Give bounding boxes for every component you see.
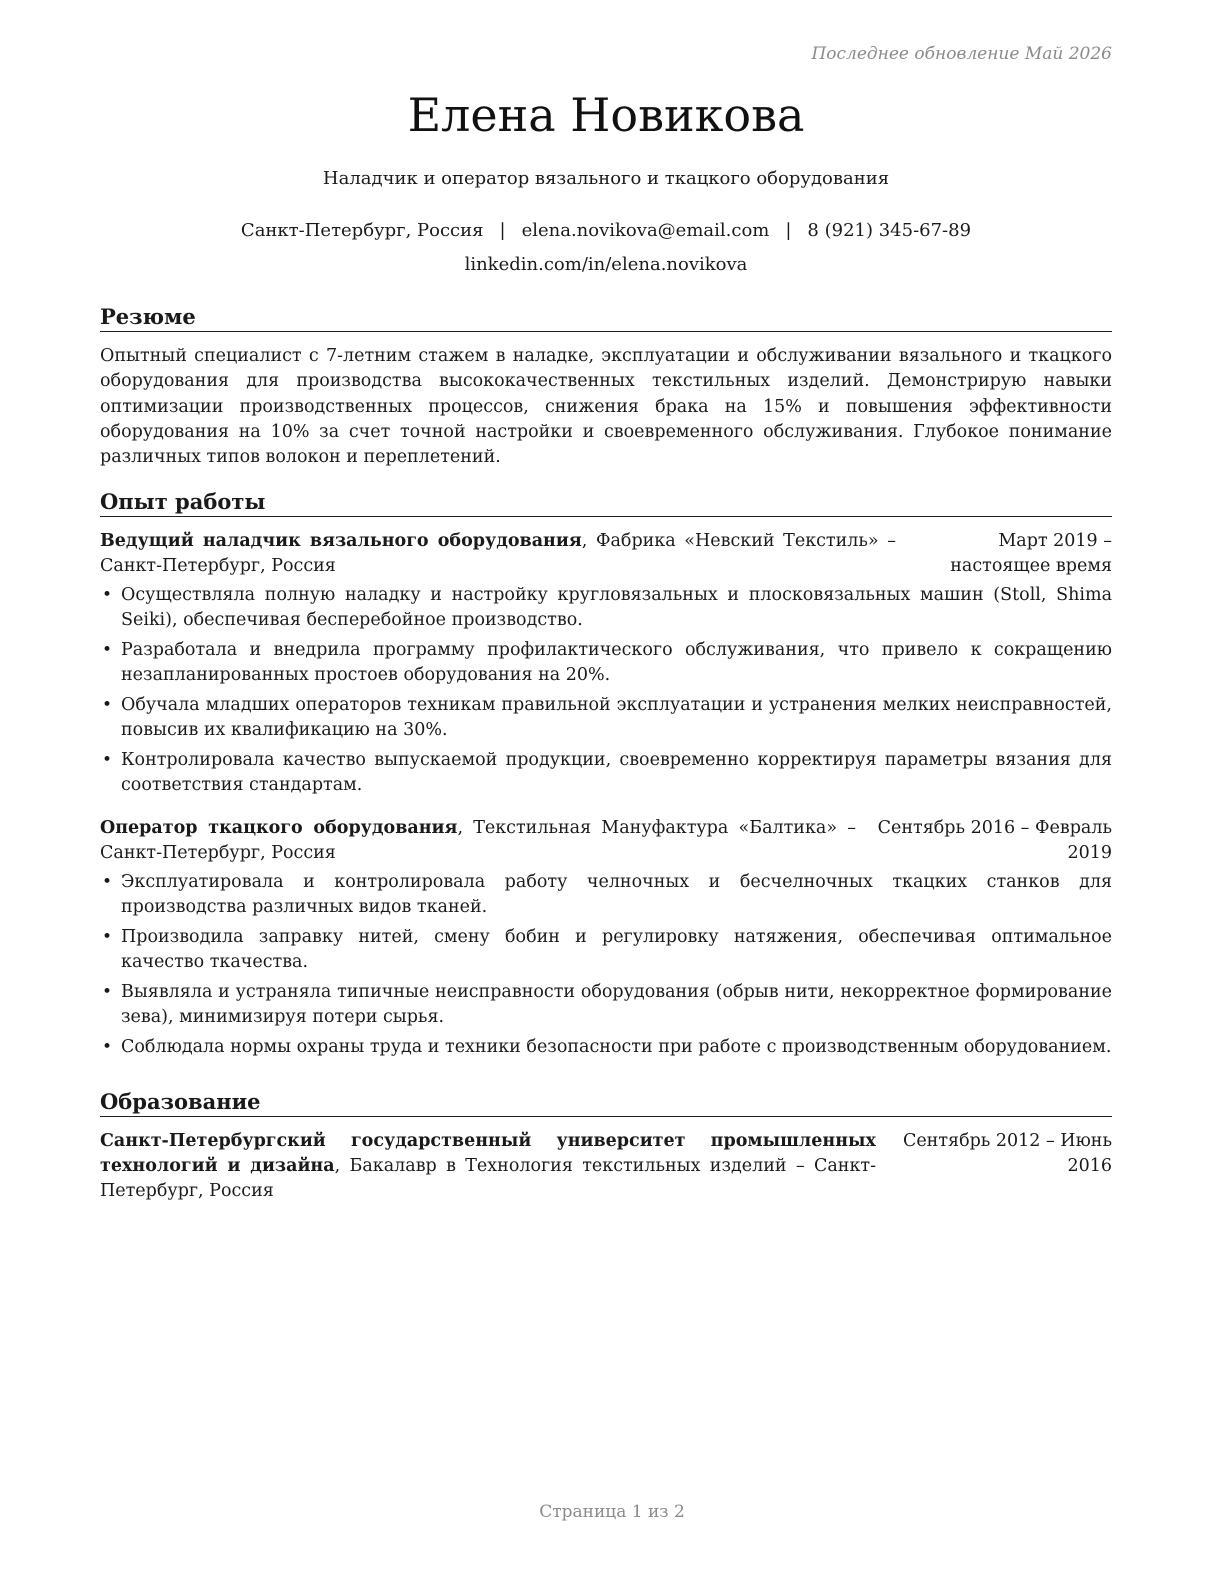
summary-section: [100, 304, 1112, 470]
bullet-item: • Соблюдала нормы охраны труда и техники безопасности при работе с производственным оборудованием.: [100, 1035, 1112, 1060]
job-bullets: [100, 583, 1112, 798]
job-bullets: [100, 870, 1112, 1060]
job-org: , Фабрика «Невский Текстиль» – Санкт-Петербург, Россия: [100, 531, 897, 576]
job-org: , Текстильная Мануфактура «Балтика» – Санкт-Петербург, Россия: [100, 818, 856, 863]
education-section: [100, 1089, 1112, 1204]
location: Санкт-Петербург, Россия: [240, 220, 484, 241]
email-link[interactable]: elena.novikova@email.com: [521, 220, 770, 241]
candidate-title: Наладчик и оператор вязального и ткацкого оборудования: [322, 168, 890, 189]
experience-section: [100, 489, 1112, 1065]
candidate-name: Елена Новикова: [407, 88, 805, 142]
job-header: [100, 816, 1112, 866]
job-dates: Март 2019 – настоящее время: [950, 531, 1112, 576]
section-title-education: Образование: [100, 1089, 1112, 1117]
bullet-item: • Обучала младших операторов техникам правильной эксплуатации и устранения мелких неисправностей, повысив их квалификацию на 30%.: [102, 695, 1112, 740]
resume-page: [100, 0, 1112, 1584]
job-entry: [100, 816, 1112, 1060]
bullet-icon: •: [102, 640, 113, 660]
page-number: Страница 1 из 2: [539, 1502, 685, 1522]
bullet-item: • Контролировала качество выпускаемой продукции, своевременно корректируя параметры вязания для соответствия стандартам.: [102, 750, 1112, 795]
job-dates: Сентябрь 2016 – Февраль 2019: [877, 818, 1112, 863]
job-position: Оператор ткацкого оборудования: [100, 818, 458, 838]
bullet-item: • Производила заправку нитей, смену бобин и регулировку натяжения, обеспечивая оптимальное качество ткачества.: [102, 927, 1112, 972]
section-title-summary: Резюме: [100, 304, 1112, 332]
education-entry: [100, 1129, 1112, 1204]
bullet-icon: •: [102, 927, 113, 947]
bullet-icon: •: [102, 1037, 113, 1057]
bullet-icon: •: [102, 695, 113, 715]
summary-text: Опытный специалист с 7-летним стажем в наладке, эксплуатации и обслуживании вязального и ткацкого оборудования для производства высококачественных текстильных изделий. Демонстрирую навыки оптимизации производственных процессов, снижения брака на 15% и повышения эффективности оборудования на 10% за счет точной настройки и своевременного обслуживания. Глубокое понимание различных типов волокон и переплетений.: [100, 346, 1112, 468]
job-header: [100, 529, 1112, 579]
job-position: Ведущий наладчик вязального оборудования: [100, 531, 582, 551]
separator: |: [785, 220, 792, 241]
bullet-item: • Разработала и внедрила программу профилактического обслуживания, что привело к сокращению незапланированных простоев оборудования на 20%.: [102, 640, 1112, 685]
contact-line: [100, 220, 1112, 241]
bullet-icon: •: [102, 872, 113, 892]
bullet-item: • Выявляла и устраняла типичные неисправности оборудования (обрыв нити, некорректное формирование зева), минимизируя потери сырья.: [102, 982, 1112, 1027]
phone: 8 (921) 345-67-89: [807, 220, 972, 241]
education-dates: Сентябрь 2012 – Июнь 2016: [902, 1131, 1112, 1176]
separator: |: [499, 220, 506, 241]
bullet-icon: •: [102, 585, 113, 605]
linkedin-link[interactable]: linkedin.com/in/elena.novikova: [464, 254, 748, 275]
last-updated: Последнее обновление Май 2026: [811, 44, 1112, 64]
degree-details: , Бакалавр в Технология текстильных изделий – Санкт-Петербург, Россия: [100, 1156, 877, 1201]
bullet-item: • Осуществляла полную наладку и настройку кругловязальных и плосковязальных машин (Stoll, Shima Seiki), обеспечивая бесперебойное производство.: [102, 585, 1112, 630]
job-entry: [100, 529, 1112, 798]
bullet-icon: •: [102, 982, 113, 1002]
bullet-icon: •: [102, 750, 113, 770]
school-name: Санкт-Петербургский государственный университет промышленных технологий и дизайна: [100, 1131, 876, 1176]
bullet-item: • Эксплуатировала и контролировала работу челночных и бесчелночных ткацких станков для производства различных видов тканей.: [102, 872, 1112, 917]
section-title-experience: Опыт работы: [100, 489, 1112, 517]
